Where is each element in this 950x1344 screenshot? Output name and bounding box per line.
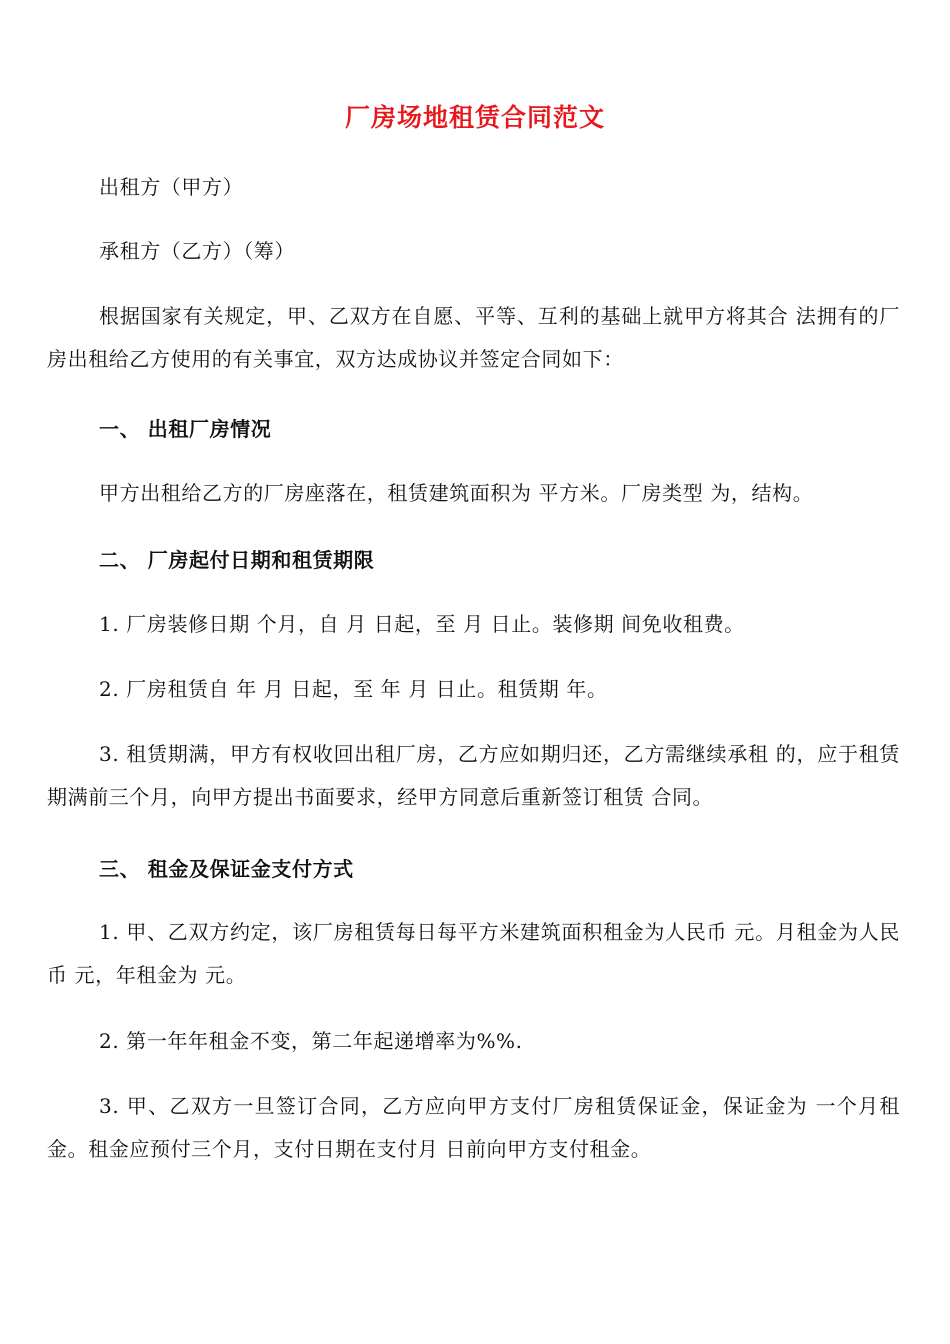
section3-item1: 1. 甲、乙双方约定，该厂房租赁每日每平方米建筑面积租金为人民币 元。月租金为人民币 元，年租金为 元。 — [47, 920, 900, 987]
lessee-line: 承租方（乙方）（筹） — [99, 239, 295, 263]
document-title: 厂房场地租赁合同范文 — [344, 103, 605, 132]
section2-item1: 1. 厂房装修日期 个月，自 月 日起，至 月 日止。装修期 间免收租费。 — [99, 612, 745, 636]
section3-item2: 2. 第一年年租金不变，第二年起递增率为%%. — [99, 1029, 523, 1053]
section2-item3: 3. 租赁期满，甲方有权收回出租厂房，乙方应如期归还，乙方需继续承租 的，应于租赁期满前三个月，向甲方提出书面要求，经甲方同意后重新签订租赁 合同。 — [47, 742, 900, 809]
lessor-line: 出租方（甲方） — [99, 175, 244, 199]
section3-heading: 三、 租金及保证金支付方式 — [99, 857, 354, 881]
section1-body: 甲方出租给乙方的厂房座落在，租赁建筑面积为 平方米。厂房类型 为，结构。 — [99, 481, 814, 505]
section1-heading: 一、 出租厂房情况 — [99, 417, 272, 441]
section3-item3: 3. 甲、乙双方一旦签订合同，乙方应向甲方支付厂房租赁保证金，保证金为 一个月租金。租金应预付三个月，支付日期在支付月 日前向甲方支付租金。 — [47, 1094, 900, 1161]
intro-paragraph: 根据国家有关规定，甲、乙双方在自愿、平等、互利的基础上就甲方将其合 法拥有的厂房出租给乙方使用的有关事宜，双方达成协议并签定合同如下： — [47, 304, 900, 371]
section2-item2: 2. 厂房租赁自 年 月 日起，至 年 月 日止。租赁期 年。 — [99, 677, 608, 701]
section2-heading: 二、 厂房起付日期和租赁期限 — [99, 548, 375, 572]
